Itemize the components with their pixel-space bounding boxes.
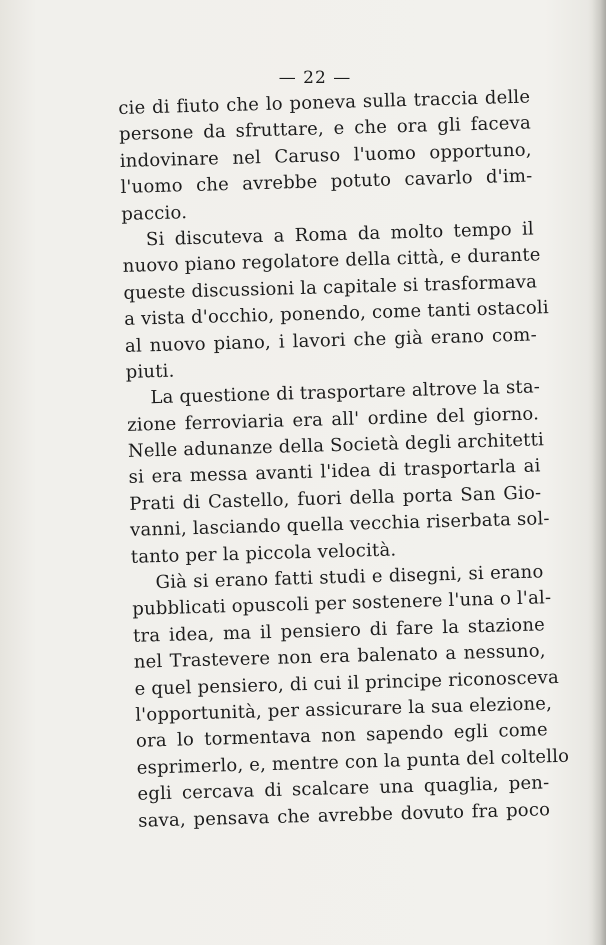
text-line: pubblicati opuscoli per sostenere l'una o l'al- bbox=[132, 587, 552, 621]
text-line: tanto per la piccola velocità. bbox=[130, 539, 397, 568]
text-line: queste discussioni la capitale si trasformava bbox=[123, 271, 538, 304]
text-line: al nuovo piano, i lavori che già erano com- bbox=[124, 323, 538, 357]
page-number: — 22 — bbox=[278, 68, 352, 88]
text-line: egli cercava di scalcare una quaglia, pen- bbox=[137, 772, 550, 805]
body-text bbox=[118, 84, 570, 834]
text-line: paccio. bbox=[121, 201, 188, 225]
text-line: persone da sfruttare, e che ora gli faceva bbox=[118, 112, 532, 146]
text-line: La questione di trasportare altrove la sta- bbox=[150, 376, 541, 409]
text-line: Si discuteva a Roma da molto tempo il bbox=[145, 218, 535, 251]
text-line: cie di fiuto che lo poneva sulla traccia delle bbox=[118, 86, 531, 119]
text-line: zione ferroviaria era all' ordine del giorno. bbox=[126, 403, 540, 436]
text-line: Nelle adunanze della Società degli architetti bbox=[127, 429, 545, 462]
text-line: vanni, lasciando quella vecchia riserbata sol- bbox=[129, 508, 550, 542]
text-line: a vista d'occhio, ponendo, come tanti ostacoli bbox=[123, 297, 550, 331]
text-line: tra idea, ma il pensiero di fare la stazione bbox=[132, 614, 546, 647]
text-line: sava, pensava che avrebbe dovuto fra poco bbox=[137, 798, 551, 832]
text-line: Prati di Castello, fuori della porta San Gio- bbox=[129, 482, 542, 515]
text-line: e quel pensiero, di cui il principe riconosceva bbox=[134, 666, 560, 700]
text-line: Già si erano fatti studi e disegni, si erano bbox=[155, 561, 544, 594]
text-line: l'uomo che avrebbe potuto cavarlo d'im- bbox=[120, 165, 533, 199]
text-line: esprimerlo, e, mentre con la punta del coltello bbox=[136, 745, 570, 779]
text-line: nuovo piano regolatore della città, e durante bbox=[122, 244, 541, 278]
text-line: nel Trastevere non era balenato a nessuno, bbox=[133, 640, 546, 673]
page-edge-shadow bbox=[592, 0, 606, 945]
text-line: indovinare nel Caruso l'uomo opportuno, bbox=[119, 139, 532, 172]
text-line: si era messa avanti l'idea di trasportarla ai bbox=[128, 455, 541, 489]
text-line: piuti. bbox=[125, 360, 175, 383]
text-line: ora lo tormentava non sapendo egli come bbox=[135, 719, 549, 753]
text-line: l'opportunità, per assicurare la sua elezione, bbox=[135, 693, 553, 726]
